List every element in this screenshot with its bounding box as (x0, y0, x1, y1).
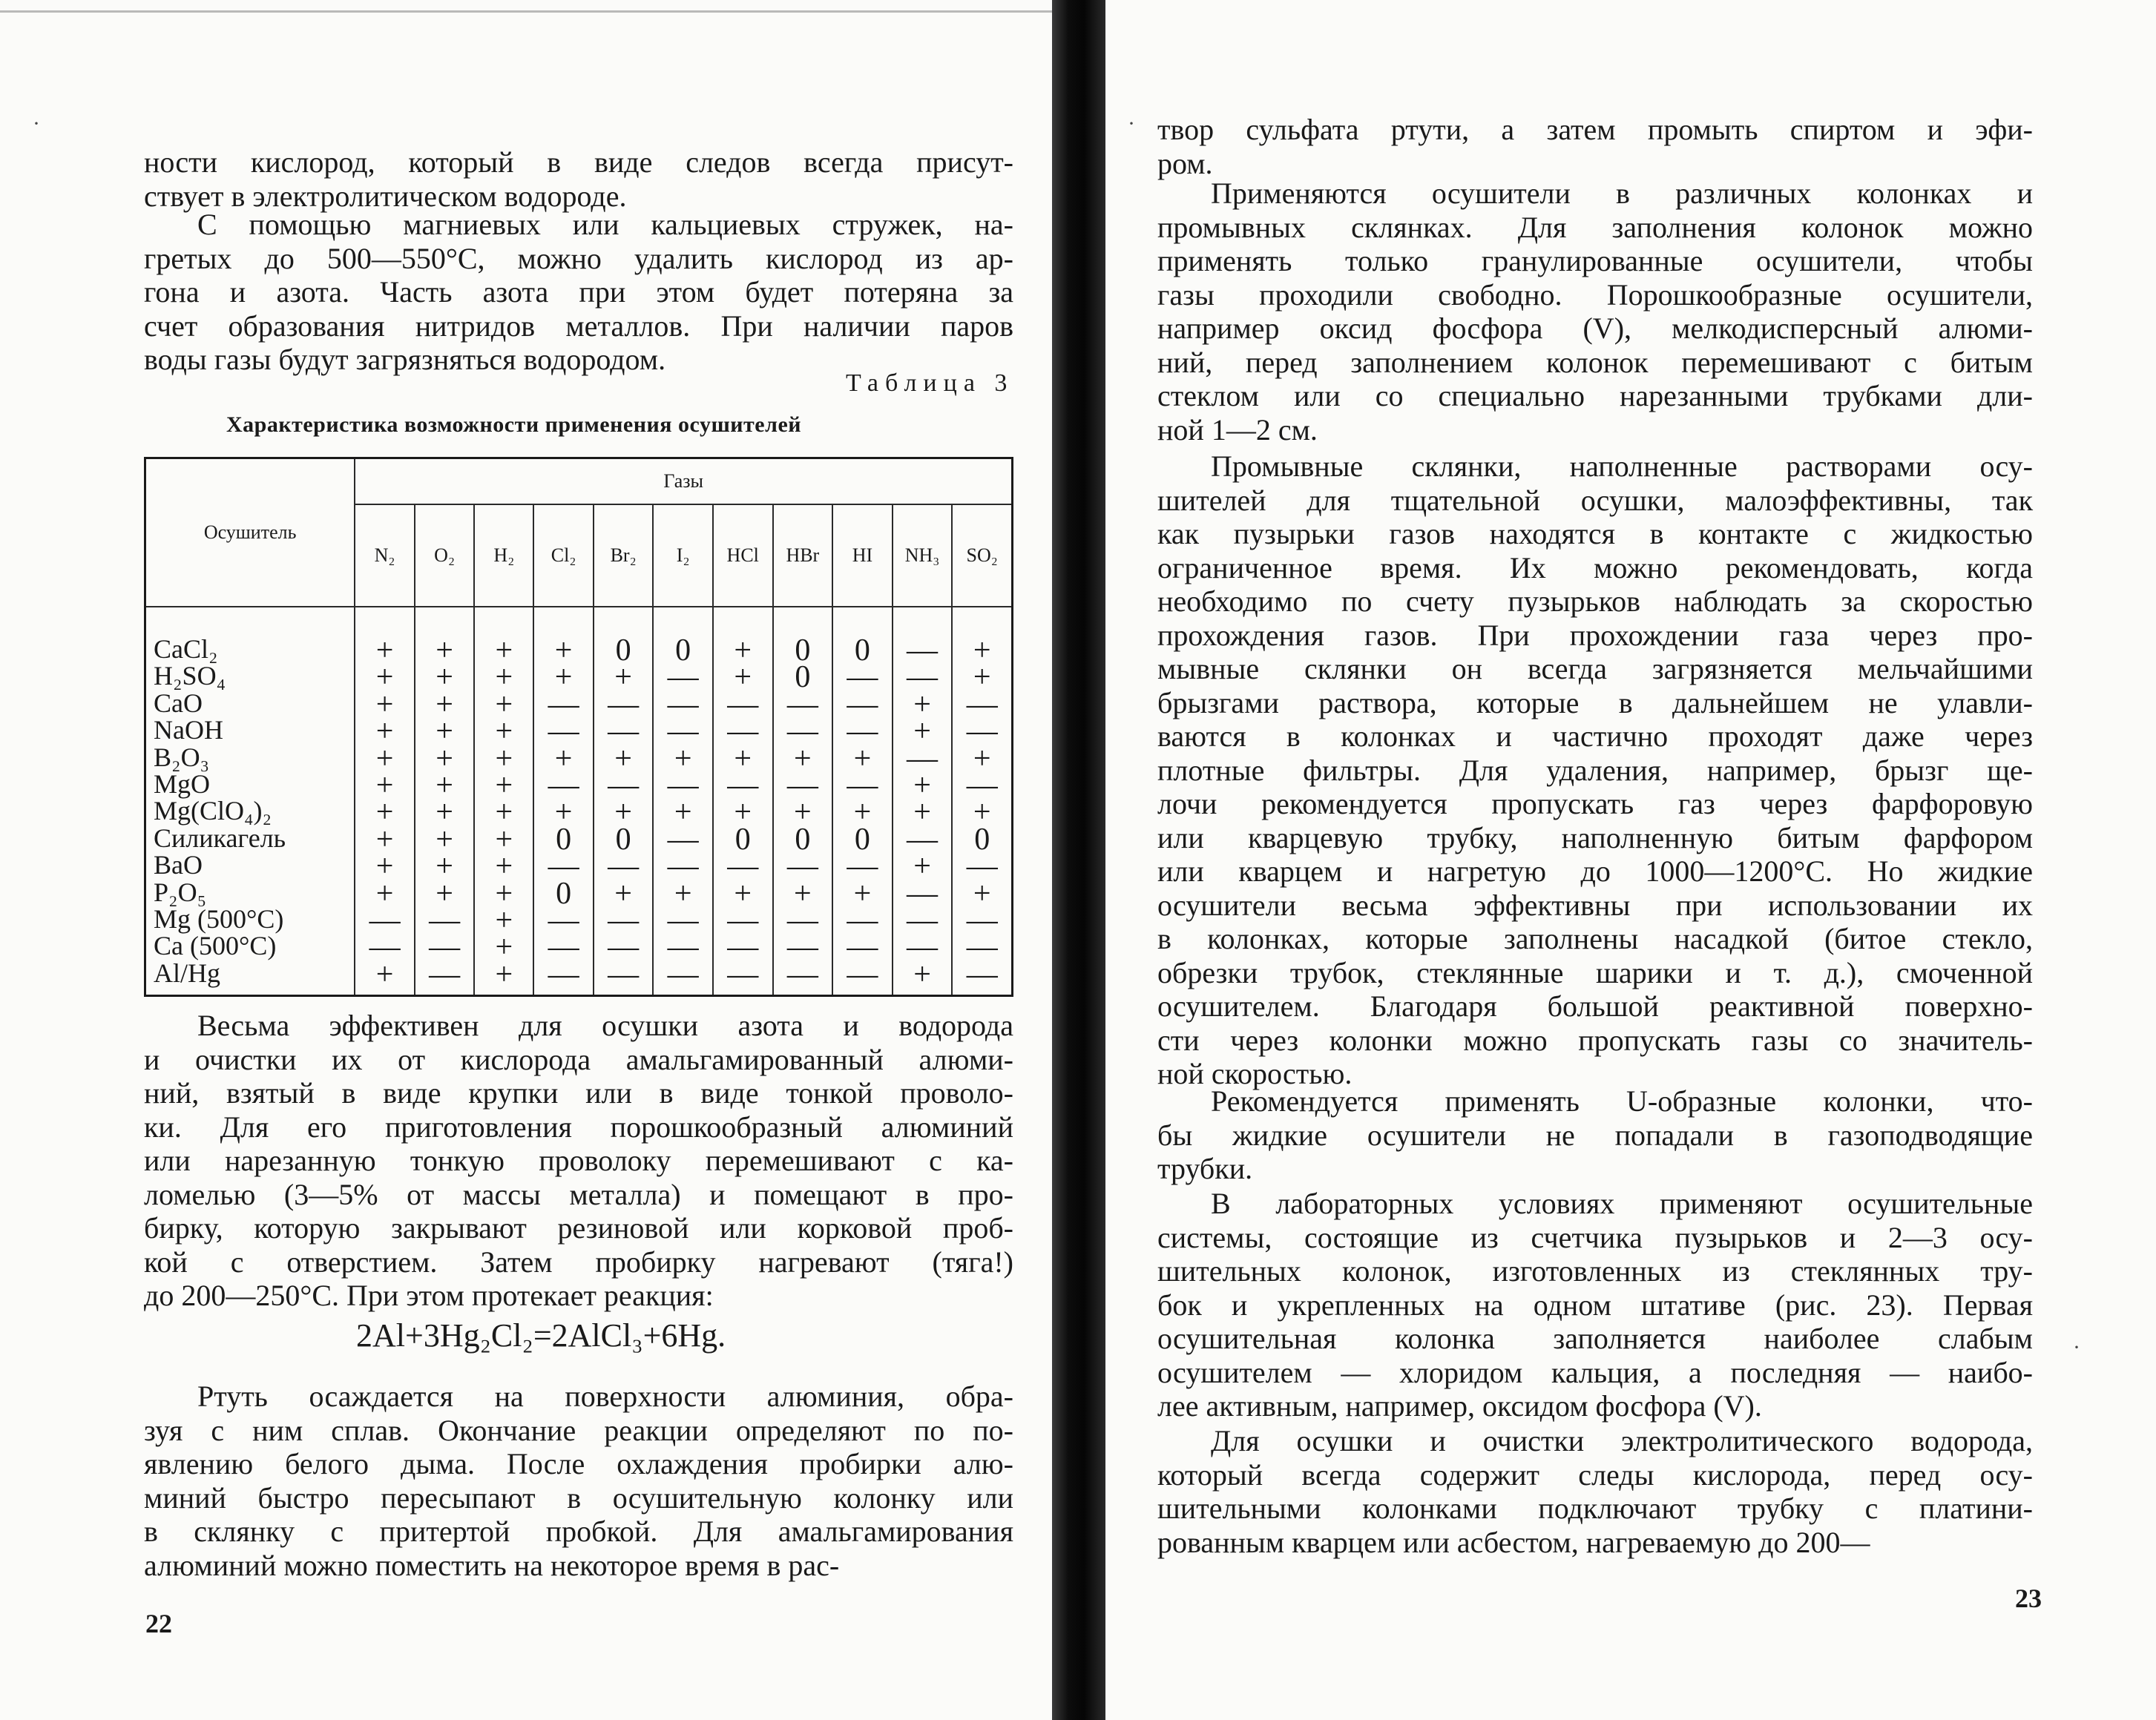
compatibility-mark: + (375, 660, 394, 695)
compatibility-mark: + (495, 849, 513, 884)
compatibility-mark: — (667, 660, 699, 695)
text-line: рованным кварцем или асбестом, нагреваемую до 200— (1157, 1525, 1870, 1559)
desiccant-name: CaCl₂ (154, 634, 218, 664)
text-line: осушительная колонка заполняется наиболее слабым (1157, 1322, 2033, 1355)
reaction-formula: 2Al+3Hg₂Cl₂=2AlCl₃+6Hg. (356, 1317, 726, 1354)
text-line: явлению белого дыма. После охлаждения пробирки алю- (144, 1447, 1013, 1480)
compatibility-mark: + (375, 714, 394, 749)
compatibility-mark: + (973, 633, 991, 668)
compatibility-mark: + (495, 795, 513, 830)
left-para-3 (144, 1009, 1013, 1313)
compatibility-mark: — (608, 768, 640, 803)
right-para-1 (1157, 113, 2033, 180)
compatibility-mark: + (734, 795, 752, 830)
compatibility-mark: + (436, 714, 453, 749)
compatibility-mark: + (674, 795, 692, 830)
text-line: шительными колонками подключают трубку с платини- (1157, 1492, 2033, 1525)
compatibility-mark: + (674, 876, 692, 911)
compatibility-mark: + (495, 714, 513, 749)
compatibility-mark: + (554, 741, 573, 776)
text-line: стеклом или со специально нарезанными трубками дли- (1157, 379, 2033, 412)
desiccant-name: MgO (154, 768, 211, 799)
compatibility-mark: 0 (615, 633, 631, 668)
desiccant-name: Силикагель (154, 823, 286, 853)
compatibility-mark: + (495, 687, 513, 722)
compatibility-mark: + (375, 687, 394, 722)
compatibility-mark: — (369, 903, 401, 938)
scan-speck: · (2073, 1335, 2080, 1360)
text-line: осушителем — хлоридом кальция, а последняя — наибо- (1157, 1355, 2033, 1389)
text-line: счет образования нитридов металлов. При наличии паров (144, 309, 1013, 343)
compatibility-mark: + (793, 795, 812, 830)
compatibility-mark: — (966, 714, 998, 749)
right-para-4 (1157, 1084, 2033, 1186)
text-line: системы, состоящие из счетчика пузырьков и 2—3 осу- (1157, 1220, 2033, 1254)
compatibility-mark: — (548, 687, 579, 722)
compatibility-mark: — (847, 714, 878, 749)
text-line: который всегда содержит следы кислорода, перед осу- (1157, 1457, 2033, 1492)
compatibility-mark: 0 (795, 660, 811, 695)
compatibility-mark: 0 (795, 633, 811, 668)
compatibility-mark: + (973, 660, 991, 695)
compatibility-mark: — (548, 903, 579, 938)
compatibility-mark: + (614, 876, 632, 911)
compatibility-mark: — (548, 957, 579, 992)
compatibility-mark: + (495, 876, 513, 911)
compatibility-mark: + (495, 957, 513, 992)
page-number-left: 22 (145, 1609, 172, 1638)
desiccant-name: NaOH (154, 715, 223, 745)
desiccant-name: B₂O₃ (154, 742, 210, 772)
text-line: или кварцем и нагретую до 1000—1200°С. Но жидкие (1157, 854, 2033, 888)
text-line: С помощью магниевых или кальциевых стружек, на- (197, 208, 1013, 241)
compatibility-mark: — (727, 849, 759, 884)
compatibility-mark: — (847, 903, 878, 938)
compatibility-mark: 0 (734, 822, 751, 857)
compatibility-mark: — (847, 768, 878, 803)
gas-column-values (773, 607, 833, 996)
compatibility-mark: — (667, 903, 699, 938)
gas-column-header: HI (832, 504, 893, 607)
compatibility-mark: + (554, 795, 573, 830)
compatibility-mark: — (429, 903, 461, 938)
compatibility-mark: — (786, 714, 818, 749)
compatibility-mark: + (614, 741, 632, 776)
left-para-2 (144, 208, 1013, 377)
text-line: миний быстро пересыпают в осушительную колонку или (144, 1480, 1013, 1515)
compatibility-mark: — (608, 687, 640, 722)
desiccant-name: Al/Hg (154, 958, 220, 988)
compatibility-mark: — (907, 930, 939, 965)
text-line: бы жидкие осушители не попадали в газоподводящие (1157, 1118, 2033, 1152)
right-para-6 (1157, 1424, 2033, 1559)
compatibility-mark: — (786, 687, 818, 722)
compatibility-mark: + (913, 957, 931, 992)
compatibility-mark: + (973, 741, 991, 776)
gas-column-values (893, 607, 953, 996)
compatibility-mark: — (907, 741, 939, 776)
compatibility-mark: + (375, 876, 394, 911)
compatibility-mark: + (436, 768, 453, 803)
table-caption: Характеристика возможности применения осушителей (226, 412, 802, 437)
compatibility-mark: — (966, 687, 998, 722)
right-para-2 (1157, 177, 2033, 447)
compatibility-mark: + (495, 822, 513, 857)
text-line: мывные склянки он всегда загрязняется мельчайшими (1157, 652, 2033, 685)
compatibility-mark: — (966, 849, 998, 884)
text-line: твор сульфата ртути, а затем промыть спиртом и эфи- (1157, 113, 2033, 146)
compatibility-mark: + (614, 660, 632, 695)
scan-speck: · (33, 111, 40, 136)
right-para-5 (1157, 1187, 2033, 1423)
compatibility-mark: — (608, 903, 640, 938)
text-line: и очистки их от кислорода амальгамированный алюми- (144, 1042, 1013, 1076)
desiccant-name: Mg (500°C) (154, 903, 284, 934)
compatibility-mark: + (853, 741, 872, 776)
text-line: шителей для тщательной осушки, малоэффективны, так (1157, 483, 2033, 517)
compatibility-mark: + (554, 633, 573, 668)
text-line: алюминий можно поместить на некоторое время в рас- (144, 1548, 840, 1582)
compatibility-mark: — (966, 930, 998, 965)
compatibility-mark: + (436, 741, 453, 776)
compatibility-mark: + (734, 741, 752, 776)
gas-column-header: N₂ (355, 504, 415, 607)
compatibility-mark: — (548, 849, 579, 884)
right-para-3 (1157, 449, 2033, 1091)
compatibility-mark: — (727, 903, 759, 938)
gas-column-values (355, 607, 415, 996)
compatibility-mark: — (548, 768, 579, 803)
compatibility-mark: + (913, 687, 931, 722)
gas-column-header: HBr (773, 504, 833, 607)
compatibility-mark: + (793, 741, 812, 776)
text-line: В лабораторных условиях применяют осушительные (1211, 1187, 2033, 1220)
compatibility-mark: + (913, 849, 931, 884)
desiccant-name: BaO (154, 850, 203, 880)
compatibility-mark: + (734, 633, 752, 668)
text-line: например оксид фосфора (V), мелкодисперсный алюми- (1157, 312, 2033, 345)
gas-column-values (594, 607, 654, 996)
compatibility-mark: — (667, 822, 699, 857)
compatibility-mark: + (436, 876, 453, 911)
text-line: Ртуть осаждается на поверхности алюминия, обра- (197, 1380, 1013, 1413)
compatibility-mark: + (436, 687, 453, 722)
text-line: шительных колонок, изготовленных из стеклянных тру- (1157, 1254, 2033, 1288)
compatibility-mark: — (786, 849, 818, 884)
text-line: в колонках, которые заполнены насадкой (битое стекло, (1157, 922, 2033, 955)
compatibility-mark: — (907, 822, 939, 857)
compatibility-mark: + (793, 876, 812, 911)
compatibility-mark: + (495, 741, 513, 776)
text-line: сти через колонки можно пропускать газы со значитель- (1157, 1023, 2033, 1057)
compatibility-mark: — (786, 930, 818, 965)
gas-column-header: Br₂ (594, 504, 654, 607)
gas-column-header: NH₃ (893, 504, 953, 607)
compatibility-mark: + (436, 822, 453, 857)
compatibility-mark: + (495, 660, 513, 695)
compatibility-mark: — (667, 930, 699, 965)
scan-speck: · (1128, 111, 1135, 136)
compatibility-mark: — (727, 930, 759, 965)
compatibility-mark: 0 (854, 633, 870, 668)
compatibility-mark: + (436, 633, 453, 668)
text-line: ной скоростью. (1157, 1057, 1353, 1090)
compatibility-mark: — (907, 903, 939, 938)
compatibility-mark: + (436, 795, 453, 830)
compatibility-mark: — (847, 660, 878, 695)
text-line: брызгами раствора, которые в дальнейшем не улавли- (1157, 685, 2033, 719)
compatibility-mark: 0 (675, 633, 691, 668)
text-line: бирку, которую закрывают резиновой или корковой проб- (144, 1211, 1013, 1245)
gases-group-header: Газы (355, 458, 1012, 505)
compatibility-mark: + (973, 876, 991, 911)
text-line: ний, взятый в виде крупки или в виде тонкой проволо- (144, 1076, 1013, 1110)
text-line: ки. Для его приготовления порошкообразный алюминий (144, 1110, 1013, 1144)
compatibility-mark: + (554, 660, 573, 695)
desiccant-name: Ca (500°C) (154, 931, 277, 961)
compatibility-mark: — (786, 957, 818, 992)
text-line: Применяются осушители в различных колонках и (1211, 177, 2033, 210)
compatibility-mark: + (436, 660, 453, 695)
desiccant-name: CaO (154, 688, 203, 718)
text-line: гона и азота. Часть азота при этом будет потеряна за (144, 275, 1013, 309)
text-line: воды газы будут загрязняться водородом. (144, 343, 666, 376)
compatibility-mark: 0 (854, 822, 870, 857)
compatibility-mark: + (495, 930, 513, 965)
text-line: зуя с ним сплав. Окончание реакции определяют по по- (144, 1413, 1013, 1447)
text-line: ной 1—2 см. (1157, 412, 1318, 447)
compatibility-mark: — (667, 957, 699, 992)
compatibility-mark: + (674, 741, 692, 776)
compatibility-mark: — (548, 930, 579, 965)
compatibility-mark: 0 (795, 822, 811, 857)
compatibility-mark: + (973, 795, 991, 830)
text-line: ром. (1157, 146, 1213, 180)
text-line: как пузырьки газов находятся в контакте с жидкостью (1157, 517, 2033, 550)
desiccant-names-column (145, 607, 355, 996)
compatibility-mark: — (786, 903, 818, 938)
gas-column-values (415, 607, 475, 996)
text-line: ваются в колонках и частично проходят даже через (1157, 719, 2033, 753)
compatibility-mark: + (375, 957, 394, 992)
compatibility-mark: + (375, 822, 394, 857)
gas-column-values (952, 607, 1012, 996)
text-line: плотные фильтры. Для удаления, например, брызг ще- (1157, 753, 2033, 787)
compatibility-mark: + (734, 660, 752, 695)
text-line: Рекомендуется применять U-образные колонки, что- (1211, 1084, 2033, 1118)
gas-column-values (533, 607, 594, 996)
compatibility-mark: 0 (974, 822, 990, 857)
desiccant-name: H₂SO₄ (154, 661, 226, 691)
text-line: до 200—250°С. При этом протекает реакция: (144, 1279, 714, 1312)
gas-column-header: I₂ (653, 504, 713, 607)
compatibility-mark: + (913, 714, 931, 749)
compatibility-mark: + (436, 849, 453, 884)
text-line: трубки. (1157, 1152, 1253, 1185)
compatibility-mark: — (966, 768, 998, 803)
top-edge-line (0, 10, 1052, 13)
compatibility-mark: + (495, 768, 513, 803)
gas-column-values (713, 607, 773, 996)
compatibility-mark: — (608, 930, 640, 965)
text-line: газы проходили свободно. Порошкообразные осушители, (1157, 277, 2033, 312)
gas-column-header: SO₂ (952, 504, 1012, 607)
compatibility-mark: + (913, 768, 931, 803)
compatibility-mark: — (429, 957, 461, 992)
text-line: необходимо по счету пузырьков наблюдать за скоростью (1157, 584, 2033, 618)
compatibility-mark: 0 (615, 822, 631, 857)
compatibility-mark: — (667, 849, 699, 884)
text-line: ности кислород, который в виде следов всегда присут- (144, 145, 1013, 179)
compatibility-mark: + (495, 633, 513, 668)
compatibility-mark: — (548, 714, 579, 749)
compatibility-mark: — (667, 714, 699, 749)
compatibility-mark: + (734, 876, 752, 911)
compatibility-mark: + (495, 903, 513, 938)
text-line: обрезки трубок, стеклянные шарики и т. д.), смоченной (1157, 955, 2033, 989)
desiccant-name: P₂O₅ (154, 877, 207, 907)
text-line: в склянку с притертой пробкой. Для амальгамирования (144, 1515, 1013, 1548)
gas-column-values (653, 607, 713, 996)
text-line: лее активным, например, оксидом фосфора (V). (1157, 1389, 1762, 1423)
compatibility-mark: — (847, 957, 878, 992)
compatibility-mark: — (727, 768, 759, 803)
compatibility-mark: — (667, 768, 699, 803)
book-gutter (1052, 0, 1105, 1720)
text-line: ствует в электролитическом водороде. (144, 179, 627, 213)
text-line: Промывные склянки, наполненные растворами осу- (1211, 449, 2033, 483)
compatibility-mark: + (853, 795, 872, 830)
compatibility-mark: — (608, 714, 640, 749)
compatibility-mark: + (614, 795, 632, 830)
gas-column-header: HCl (713, 504, 773, 607)
gas-column-header: Cl₂ (533, 504, 594, 607)
compatibility-mark: + (853, 876, 872, 911)
gas-column-header: O₂ (415, 504, 475, 607)
text-line: ограниченное время. Их можно рекомендовать, когда (1157, 550, 2033, 584)
compatibility-mark: + (375, 795, 394, 830)
compatibility-mark: — (907, 876, 939, 911)
text-line: лочи рекомендуется пропускать газ через фарфоровую (1157, 787, 2033, 820)
text-line: бок и укрепленных на одном штативе (рис. 23). Первая (1157, 1288, 2033, 1322)
text-line: прохождения газов. При прохождении газа через про- (1157, 618, 2033, 652)
compatibility-mark: + (375, 633, 394, 668)
compatibility-mark: 0 (556, 822, 572, 857)
text-line: Весьма эффективен для осушки азота и водорода (197, 1009, 1013, 1042)
gas-column-values (474, 607, 533, 996)
gas-column-header: H₂ (474, 504, 533, 607)
text-line: гретых до 500—550°С, можно удалить кислород из ар- (144, 241, 1013, 275)
text-line: ломелью (3—5% от массы металла) и помещают в про- (144, 1177, 1013, 1211)
compatibility-mark: — (727, 687, 759, 722)
text-line: или нарезанную тонкую проволоку перемешивают с ка- (144, 1144, 1013, 1177)
compatibility-mark: — (608, 849, 640, 884)
compatibility-mark: 0 (556, 876, 572, 911)
compatibility-mark: — (966, 903, 998, 938)
compatibility-mark: — (847, 687, 878, 722)
text-line: осушителем. Благодаря большой реактивной поверхно- (1157, 989, 2033, 1023)
desiccant-table (144, 457, 1013, 997)
desiccant-name: Mg(ClO₄)₂ (154, 796, 272, 826)
compatibility-mark: — (608, 957, 640, 992)
compatibility-mark: + (375, 849, 394, 884)
text-line: ний, перед заполнением колонок перемешивают с битым (1157, 345, 2033, 379)
left-para-4 (144, 1380, 1013, 1582)
text-line: Для осушки и очистки электролитического водорода, (1211, 1424, 2033, 1457)
text-line: промывных склянках. Для заполнения колонок можно (1157, 210, 2033, 244)
compatibility-mark: — (429, 930, 461, 965)
compatibility-mark: — (369, 930, 401, 965)
compatibility-mark: — (667, 687, 699, 722)
compatibility-mark: — (727, 957, 759, 992)
compatibility-mark: — (847, 930, 878, 965)
page-number-right: 23 (2015, 1584, 2042, 1613)
left-para-1 (144, 145, 1013, 213)
compatibility-mark: — (907, 633, 939, 668)
table-label: Таблица 3 (846, 369, 1014, 397)
text-line: или кварцевую трубку, наполненную битым фарфором (1157, 820, 2033, 854)
compatibility-mark: — (966, 957, 998, 992)
compatibility-mark: — (786, 768, 818, 803)
compatibility-mark: — (727, 714, 759, 749)
text-line: осушители весьма эффективны при использовании их (1157, 888, 2033, 922)
gas-column-values (832, 607, 893, 996)
compatibility-mark: — (907, 660, 939, 695)
compatibility-mark: + (375, 768, 394, 803)
compatibility-mark: — (847, 849, 878, 884)
text-line: кой с отверстием. Затем пробирку нагревают (тяга!) (144, 1245, 1013, 1279)
compatibility-mark: + (913, 795, 931, 830)
desiccant-column-header: Осушитель (145, 458, 355, 607)
text-line: применять только гранулированные осушители, чтобы (1157, 244, 2033, 277)
compatibility-mark: + (375, 741, 394, 776)
